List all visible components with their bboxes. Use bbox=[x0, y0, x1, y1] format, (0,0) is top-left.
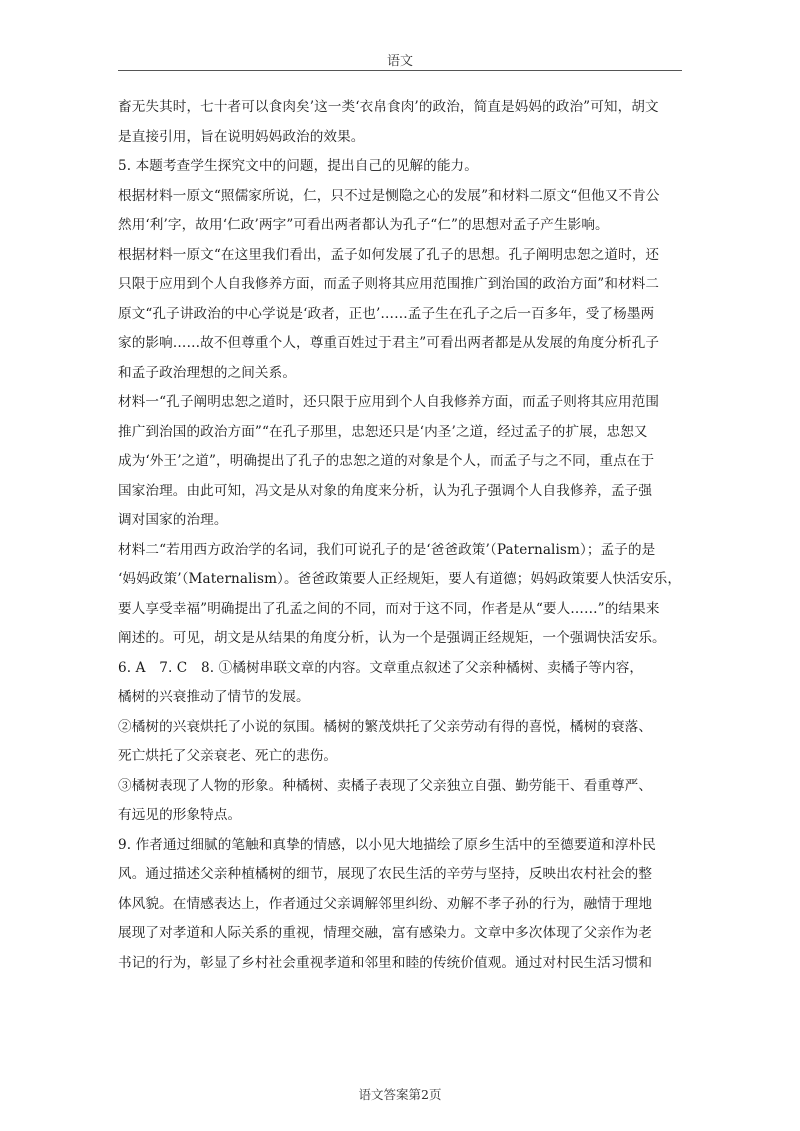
text-line: 要人享受幸福”明确提出了孔孟之间的不同，而对于这不同，作者是从“要人……”的结果来 bbox=[118, 600, 660, 617]
text-line: 畜无失其时，七十者可以食肉矣’这一类‘衣帛食肉’的政治，简直是妈妈的政治”可知，胡文 bbox=[118, 99, 659, 115]
text-line: 6. A 7. C 8. ①橘树串联文章的内容。文章重点叙述了父亲种橘树、卖橘子等内容， bbox=[118, 659, 644, 676]
text-line: 原文“孔子讲政治的中心学说是‘政者，正也’……孟子生在孔子之后一百多年，受了杨墨两 bbox=[118, 305, 655, 322]
text-line: 书记的行为，彰显了乡村社会重视孝道和邻里和睦的传统价值观。通过对村民生活习惯和 bbox=[118, 954, 653, 971]
text-line: 和孟子政治理想的之间关系。 bbox=[118, 364, 297, 381]
text-line: ‘妈妈政策’（Maternalism）。爸爸政策要人正经规矩，要人有道德；妈妈政策要人快活安乐， bbox=[118, 571, 682, 587]
text-line: 阐述的。可见，胡文是从结果的角度分析，认为一个是强调正经规矩，一个强调快活安乐。 bbox=[118, 630, 666, 646]
text-line: 体风貌。在情感表达上，作者通过父亲调解邻里纠纷、劝解不孝子孙的行为，融情于理地 bbox=[118, 895, 653, 912]
text-line: 调对国家的治理。 bbox=[118, 512, 228, 528]
text-line: 风。通过描述父亲种植橘树的细节，展现了农民生活的辛劳与坚持，反映出农村社会的整 bbox=[118, 866, 653, 882]
text-line: 只限于应用到个人自我修养方面，而孟子则将其应用范围推广到治国的政治方面”和材料二 bbox=[118, 276, 660, 292]
text-line: 有远见的形象特点。 bbox=[118, 807, 242, 823]
text-line: 9. 作者通过细腻的笔触和真挚的情感，以小见大地描绘了原乡生活中的至德要道和淳朴民 bbox=[118, 836, 656, 853]
text-line: ③橘树表现了人物的形象。种橘树、卖橘子表现了父亲独立自强、勤劳能干、看重尊严、 bbox=[118, 777, 653, 794]
text-line: 材料一“孔子阐明忠恕之道时，还只限于应用到个人自我修养方面，而孟子则将其应用范围 bbox=[118, 394, 660, 410]
header-divider bbox=[118, 70, 682, 71]
text-line: 是直接引用，旨在说明妈妈政治的效果。 bbox=[118, 128, 365, 145]
text-line: 家的影响……故不但尊重个人，尊重百姓过于君主”可看出两者都是从发展的角度分析孔子 bbox=[118, 335, 660, 351]
text-line: 死亡烘托了父亲衰老、死亡的悲伤。 bbox=[118, 748, 338, 764]
text-line: 国家治理。由此可知，冯文是从对象的角度来分析，认为孔子强调个人自我修养，孟子强 bbox=[118, 482, 653, 499]
page-header-title: 语文 bbox=[386, 54, 413, 69]
text-line: 推广到治国的政治方面”“在孔子那里，忠恕还只是‘内圣’之道，经过孟子的扩展，忠恕又 bbox=[118, 423, 648, 440]
text-line: 成为‘外王’之道”，明确提出了孔子的忠恕之道的对象是个人，而孟子与之不同，重点在于 bbox=[118, 453, 655, 469]
text-line: ②橘树的兴衰烘托了小说的氛围。橘树的繁茂烘托了父亲劳动有得的喜悦，橘树的衰落、 bbox=[118, 718, 653, 735]
text-line: 然用‘利’字，故用‘仁政’两字”可看出两者都认为孔子“仁”的思想对孟子产生影响。 bbox=[118, 217, 609, 233]
text-line: 橘树的兴衰推动了情节的发展。 bbox=[118, 689, 310, 705]
text-line: 5. 本题考查学生探究文中的问题，提出自己的见解的能力。 bbox=[118, 158, 478, 174]
answer-text-body bbox=[118, 93, 684, 978]
text-line: 根据材料一原文“照儒家所说，仁，只不过是恻隐之心的发展”和材料二原文“但他又不肯公 bbox=[118, 187, 660, 204]
text-line: 展现了对孝道和人际关系的重视，情理交融，富有感染力。文章中多次体现了父亲作为老 bbox=[118, 925, 653, 941]
page-footer-label: 语文答案第2页 bbox=[358, 1087, 442, 1102]
text-line: 根据材料一原文“在这里我们看出，孟子如何发展了孔子的思想。孔子阐明忠恕之道时，还 bbox=[118, 246, 660, 263]
text-line: 材料二“若用西方政治学的名词，我们可说孔子的是‘爸爸政策’（Paternalism）；孟子的是 bbox=[118, 541, 656, 558]
